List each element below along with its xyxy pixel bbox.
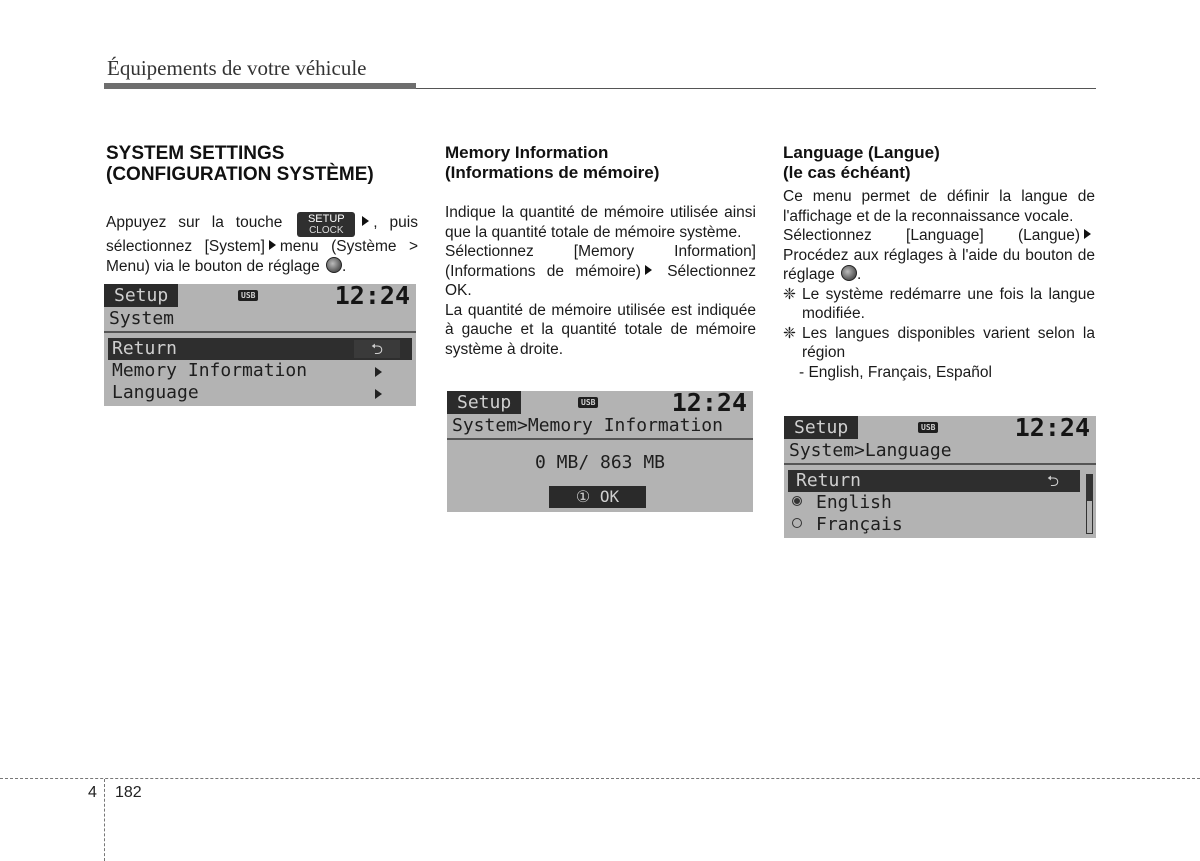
setup-clock-key-icon <box>297 212 355 237</box>
radio-unselected-icon <box>792 518 802 528</box>
language-instruction-text-a: Sélectionnez [Language] (Langue) <box>783 227 1080 244</box>
return-icon: ⮌ <box>354 340 400 358</box>
screen-clock: 12:24 <box>671 391 747 417</box>
arrow-right-icon <box>645 265 652 275</box>
menu-item-language[interactable] <box>104 382 416 404</box>
column-language <box>783 143 1095 382</box>
column-memory-information <box>445 143 756 359</box>
page-number: 182 <box>115 784 142 801</box>
menu-item-label: Return <box>796 470 862 491</box>
screen-status-bar <box>104 284 416 310</box>
tune-knob-icon <box>841 265 857 281</box>
section-heading-memory-information <box>445 143 756 183</box>
heading-line-2: (Informations de mémoire) <box>445 163 660 182</box>
header-rule-thin <box>416 88 1096 89</box>
menu-item-return[interactable] <box>788 470 1080 492</box>
instruction-text-end: . <box>342 257 347 275</box>
language-list: - English, Français, Español <box>799 363 992 381</box>
menu-item-label: Memory Information <box>112 360 308 381</box>
language-instruction-text-b: Procédez aux réglages à l'aide du bouton de réglage <box>783 246 1095 283</box>
memory-explanation: La quantité de mémoire utilisée est indiquée à gauche et la quantité totale de mémoire système à droite. <box>445 301 756 358</box>
note-symbol-icon: ❈ <box>783 324 796 342</box>
language-instruction <box>783 226 1095 285</box>
language-option-francais[interactable] <box>784 514 1096 536</box>
language-description: Ce menu permet de définir la langue de l'affichage et de la reconnaissance vocale. <box>783 188 1095 225</box>
screen-clock: 12:24 <box>1014 416 1090 442</box>
instruction-paragraph <box>106 212 418 276</box>
menu-item-memory-information[interactable] <box>104 360 416 382</box>
screen-language <box>784 416 1096 538</box>
chapter-number: 4 <box>88 784 97 801</box>
heading-line-1: Language (Langue) <box>783 143 940 162</box>
note-text: Les langues disponibles varient selon la région <box>802 324 1095 361</box>
ok-button[interactable] <box>549 486 646 508</box>
setup-key-label: SETUP <box>307 213 345 225</box>
tune-knob-icon <box>326 257 342 273</box>
heading-line-1: SYSTEM SETTINGS <box>106 143 285 164</box>
radio-selected-icon <box>792 496 802 506</box>
instruction-text-c: menu (Système > Menu) via le bouton de réglage <box>106 238 418 275</box>
usb-icon: USB <box>918 422 938 433</box>
menu-item-label: Language <box>112 382 199 403</box>
language-option-english[interactable] <box>784 492 1096 514</box>
header-rule-thick <box>104 83 416 89</box>
memory-usage-value: 0 MB/ 863 MB <box>534 452 666 473</box>
memory-description: Indique la quantité de mémoire utilisée ainsi que la quantité totale de mémoire système. <box>445 204 756 241</box>
ok-index-icon: ① <box>575 487 591 506</box>
chevron-right-icon <box>375 367 382 377</box>
heading-line-2: (CONFIGURATION SYSTÈME) <box>106 164 374 185</box>
footer-vertical-rule <box>104 779 105 861</box>
note-text: Le système redémarre une fois la langue modifiée. <box>802 285 1095 322</box>
arrow-right-icon <box>269 240 276 250</box>
column-system-settings <box>106 143 418 276</box>
screen-clock: 12:24 <box>334 284 410 310</box>
heading-line-1: Memory Information <box>445 143 609 162</box>
language-instruction-end: . <box>857 266 862 283</box>
usb-icon: USB <box>238 290 258 301</box>
note-languages <box>783 324 1095 363</box>
screen-title: Setup <box>784 416 858 439</box>
arrow-right-icon <box>1084 229 1091 239</box>
screen-status-bar <box>784 416 1096 442</box>
section-heading-system-settings <box>106 143 418 185</box>
memory-instruction-text-a: Sélectionnez [Memory Information] (Informations de mémoire) <box>445 243 756 280</box>
screen-title: Setup <box>447 391 521 414</box>
section-heading-language <box>783 143 1095 183</box>
instruction-text-a: Appuyez sur la touche <box>106 214 283 231</box>
clock-key-label: CLOCK <box>309 225 344 236</box>
screen-subtitle: System>Language <box>784 439 1096 465</box>
scrollbar-thumb[interactable] <box>1087 475 1092 501</box>
scrollbar[interactable] <box>1086 474 1093 534</box>
screen-subtitle: System>Memory Information <box>447 414 753 440</box>
arrow-right-icon <box>362 216 369 226</box>
screen-memory-information <box>447 391 753 512</box>
menu-item-label: Return <box>112 338 178 359</box>
ok-button-label: OK <box>599 487 620 506</box>
memory-instruction-text-b: Sélectionnez OK. <box>445 262 756 299</box>
return-icon: ⮌ <box>1046 472 1059 490</box>
page-header-title: Équipements de votre véhicule <box>107 56 367 80</box>
menu-item-return[interactable] <box>108 338 412 360</box>
chevron-right-icon <box>375 389 382 399</box>
screen-system-menu <box>104 284 416 406</box>
screen-status-bar <box>447 391 753 417</box>
footer-rule <box>0 778 1200 779</box>
usb-icon: USB <box>578 397 598 408</box>
screen-title: Setup <box>104 284 178 307</box>
heading-line-2: (le cas échéant) <box>783 163 911 182</box>
note-symbol-icon: ❈ <box>783 285 796 303</box>
language-option-label: Français <box>816 514 903 535</box>
note-restart <box>783 285 1095 324</box>
memory-instruction <box>445 242 756 301</box>
language-option-label: English <box>816 492 892 513</box>
screen-subtitle: System <box>104 307 416 333</box>
instruction-text-b: , puis sélectionnez [System] <box>106 214 418 255</box>
